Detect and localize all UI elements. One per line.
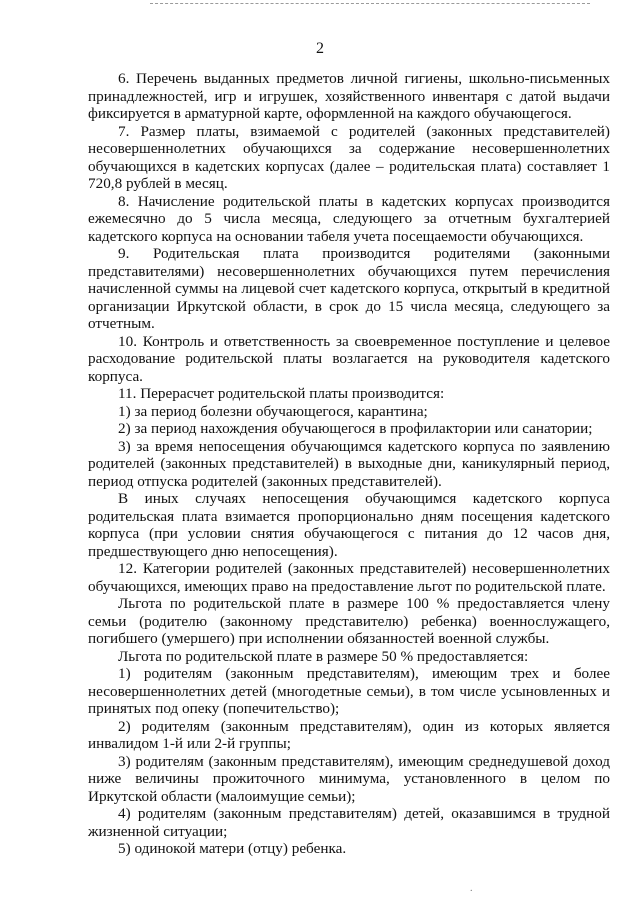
- paragraph-11-item-3: 3) за время непосещения обучающимся кадетского корпуса по заявлению родителей (законных представителей) в выходные дни, каникулярный период, период отпуска родителей (законных представителей).: [88, 437, 610, 490]
- page-number: 2: [316, 40, 324, 57]
- paragraph-12-item-5: 5) одинокой матери (отцу) ребенка.: [118, 840, 347, 857]
- paragraph-12-item-4: 4) родителям (законным представителям) детей, оказавшимся в трудной жизненной ситуации;: [88, 805, 610, 840]
- paragraph-11: 11. Перерасчет родительской платы производится:: [118, 385, 445, 402]
- paragraph-12-item-2: 2) родителям (законным представителям), один из которых является инвалидом 1-й или 2-й группы;: [88, 717, 610, 752]
- scan-mark: .: [470, 883, 473, 894]
- paragraph-7: 7. Размер платы, взимаемой с родителей (законных представителей) несовершеннолетних обучающихся за содержание несовершеннолетних обучающихся в кадетских корпусах (далее – родительская плата) составляет 1 720,8 рублей в месяц.: [88, 122, 610, 192]
- paragraph-9: 9. Родительская плата производится родителями (законными представителями) несовершеннолетних обучающихся путем перечисления начисленной суммы на лицевой счет кадетского корпуса, открытый в кредитной организации Иркутской области, в срок до 15 числа месяца, следующего за отчетным.: [88, 245, 610, 332]
- paragraph-12-item-1: 1) родителям (законным представителям), имеющим трех и более несовершеннолетних детей (многодетные семьи), в том числе усыновленных и принятых под опеку (попечительство);: [88, 665, 610, 717]
- paragraph-8: 8. Начисление родительской платы в кадетских корпусах производится ежемесячно до 5 числа месяца, следующего за отчетным бухгалтерией кадетского корпуса на основании табеля учета посещаемости обучающихся.: [88, 192, 610, 245]
- paragraph-6: 6. Перечень выданных предметов личной гигиены, школьно-письменных принадлежностей, игр и игрушек, хозяйственного инвентаря с датой выдачи фиксируется в арматурной карте, оформленной на каждого обучающегося.: [88, 70, 610, 122]
- paragraph-12-benefit-50: Льгота по родительской плате в размере 50 % предоставляется:: [118, 647, 529, 665]
- top-scan-line: [150, 3, 590, 4]
- paragraph-12-benefit-100: Льгота по родительской плате в размере 100 % предоставляется члену семьи (родителю (законному представителю) ребенка) военнослужащего, погибшего (умершего) при исполнении обязанностей военной службы.: [88, 595, 610, 647]
- paragraph-11-item-2: 2) за период нахождения обучающегося в профилактории или санатории;: [118, 420, 593, 437]
- document-body: [88, 70, 610, 858]
- paragraph-11-item-1: 1) за период болезни обучающегося, карантина;: [118, 402, 428, 420]
- paragraph-12: 12. Категории родителей (законных представителей) несовершеннолетних обучающихся, имеющих право на предоставление льгот по родительской плате.: [88, 560, 610, 595]
- paragraph-10: 10. Контроль и ответственность за своевременное поступление и целевое расходование родительской платы возлагается на руководителя кадетского корпуса.: [88, 332, 610, 385]
- paragraph-11-other-cases: В иных случаях непосещения обучающимся кадетского корпуса родительская плата взимается пропорционально дням посещения кадетского корпуса (при условии снятия обучающегося с питания до 12 часов дня, предшествующего дню непосещения).: [88, 490, 610, 560]
- paragraph-12-item-3: 3) родителям (законным представителям), имеющим среднедушевой доход ниже величины прожиточного минимума, установленного в целом по Иркутской области (малоимущие семьи);: [88, 752, 610, 805]
